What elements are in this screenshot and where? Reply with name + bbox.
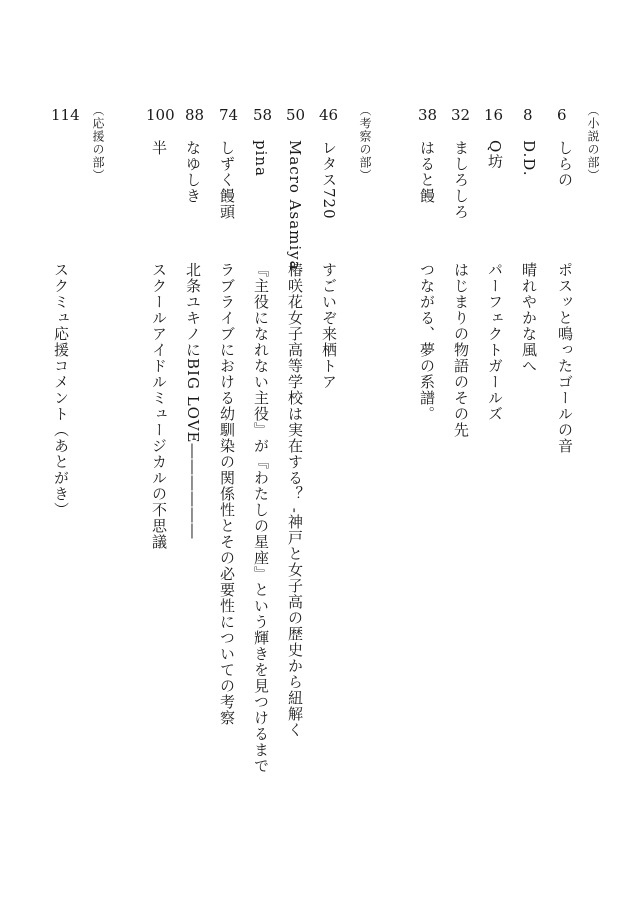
section-label-study: （考察の部） (358, 104, 372, 182)
work-title: 『主役になれない主役』が『わたしの星座』という輝きを見つけるまで (252, 262, 270, 774)
work-title: 晴れやかな風へ (520, 262, 538, 374)
work-title: 北条ユキノにBIG LOVE―――――― (184, 262, 202, 540)
author-name: はると饅 (418, 140, 436, 204)
work-title: スクールアイドルミュージカルの不思議 (150, 262, 168, 550)
author-name: しずく饅頭 (218, 140, 236, 220)
work-title: パーフェクトガールズ (486, 262, 504, 422)
page-number: 114 (51, 106, 80, 124)
author-name: ましろしろ (452, 140, 470, 220)
page-number: 74 (219, 106, 239, 124)
section-label-novel: （小説の部） (586, 104, 600, 182)
author-name: Macro Asamiya (286, 140, 304, 271)
work-title: 椿咲花女子高等学校は実在する？ -神戸と女子高の歴史から紐解く (286, 262, 304, 738)
author-name: しらの (556, 140, 574, 188)
work-title: つながる、夢の系譜。 (418, 262, 436, 422)
work-title: スクミュ応援コメント（あとがき） (52, 262, 70, 518)
author-name: pina (252, 140, 270, 178)
author-name: なゆしき (184, 140, 202, 204)
author-name: D.D. (520, 140, 538, 177)
page-number: 6 (557, 106, 567, 124)
work-title: ラブライブにおける幼馴染の関係性とその必要性についての考察 (218, 262, 236, 726)
page-number: 32 (451, 106, 471, 124)
work-title: はじまりの物語のその先 (452, 262, 470, 438)
page-number: 38 (418, 106, 438, 124)
author-name: 半 (150, 140, 168, 156)
work-title: すごいぞ来栖トア (320, 262, 338, 390)
page-number: 100 (146, 106, 175, 124)
author-name: Q坊 (486, 140, 504, 170)
page-number: 88 (185, 106, 205, 124)
page-number: 50 (286, 106, 306, 124)
page-number: 16 (484, 106, 504, 124)
section-label-cheer: （応援の部） (91, 104, 105, 182)
page-number: 46 (319, 106, 339, 124)
page-number: 8 (523, 106, 533, 124)
page-number: 58 (253, 106, 273, 124)
author-name: レタス720 (320, 140, 338, 220)
work-title: ポスッと鳴ったゴールの音 (556, 262, 574, 454)
